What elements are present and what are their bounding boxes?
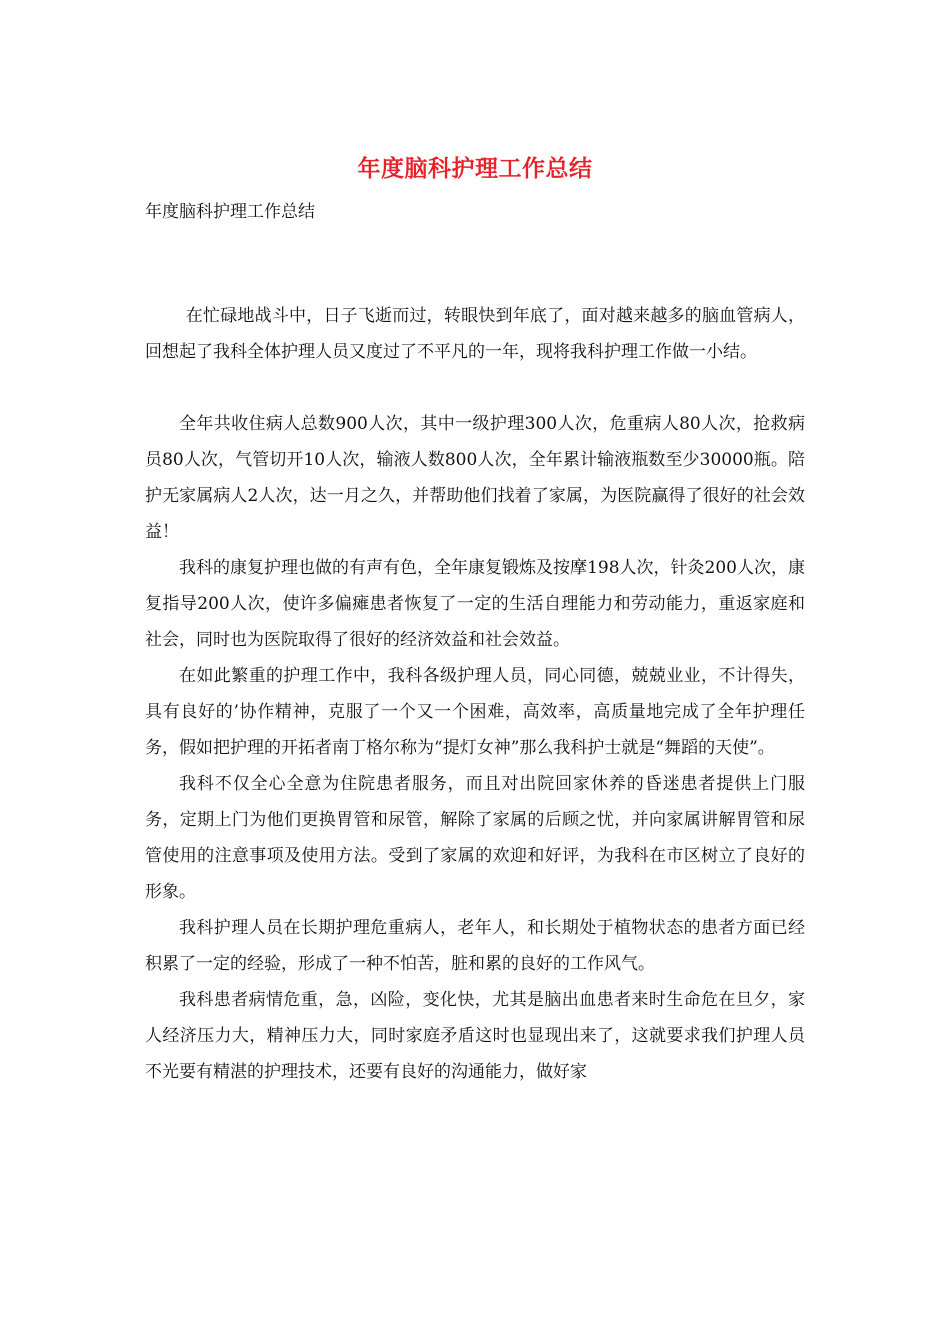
paragraph-7: 我科患者病情危重，急，凶险，变化快，尤其是脑出血患者来时生命危在旦夕，家人经济压力大，精神压力大，同时家庭矛盾这时也显现出来了，这就要求我们护理人员不光要有精湛的护理技术，还要有良好的沟通能力，做好家 <box>145 990 805 1082</box>
paragraph-3: 我科的康复护理也做的有声有色，全年康复锻炼及按摩198人次，针灸200人次，康复指导200人次，使许多偏瘫患者恢复了一定的生活自理能力和劳动能力，重返家庭和社会，同时也为医院取得了很好的经济效益和社会效益。 <box>145 558 805 650</box>
paragraph-4: 在如此繁重的护理工作中，我科各级护理人员，同心同德，兢兢业业，不计得失，具有良好的’协作精神，克服了一个又一个困难，高效率，高质量地完成了全年护理任务，假如把护理的开拓者南丁格尔称为“提灯女神”那么我科护士就是“舞蹈的天使”。 <box>145 666 805 758</box>
paragraph-2: 全年共收住病人总数900人次，其中一级护理300人次，危重病人80人次，抢救病员80人次，气管切开10人次，输液人数800人次，全年累计输液瓶数至少30000瓶。陪护无家属病人2人次，达一月之久，并帮助他们找着了家属，为医院赢得了很好的社会效益！ <box>145 414 805 542</box>
document-subtitle: 年度脑科护理工作总结 <box>145 202 315 222</box>
document-body <box>145 298 805 1090</box>
paragraph-5: 我科不仅全心全意为住院患者服务，而且对出院回家休养的昏迷患者提供上门服务，定期上门为他们更换胃管和尿管，解除了家属的后顾之忧，并向家属讲解胃管和尿管使用的注意事项及使用方法。受到了家属的欢迎和好评，为我科在市区树立了良好的形象。 <box>145 774 805 902</box>
paragraph-6: 我科护理人员在长期护理危重病人，老年人，和长期处于植物状态的患者方面已经积累了一定的经验，形成了一种不怕苦，脏和累的良好的工作风气。 <box>145 918 805 974</box>
document-title: 年度脑科护理工作总结 <box>357 155 593 182</box>
paragraph-1: 在忙碌地战斗中，日子飞逝而过，转眼快到年底了，面对越来越多的脑血管病人，回想起了我科全体护理人员又度过了不平凡的一年，现将我科护理工作做一小结。 <box>145 306 805 362</box>
